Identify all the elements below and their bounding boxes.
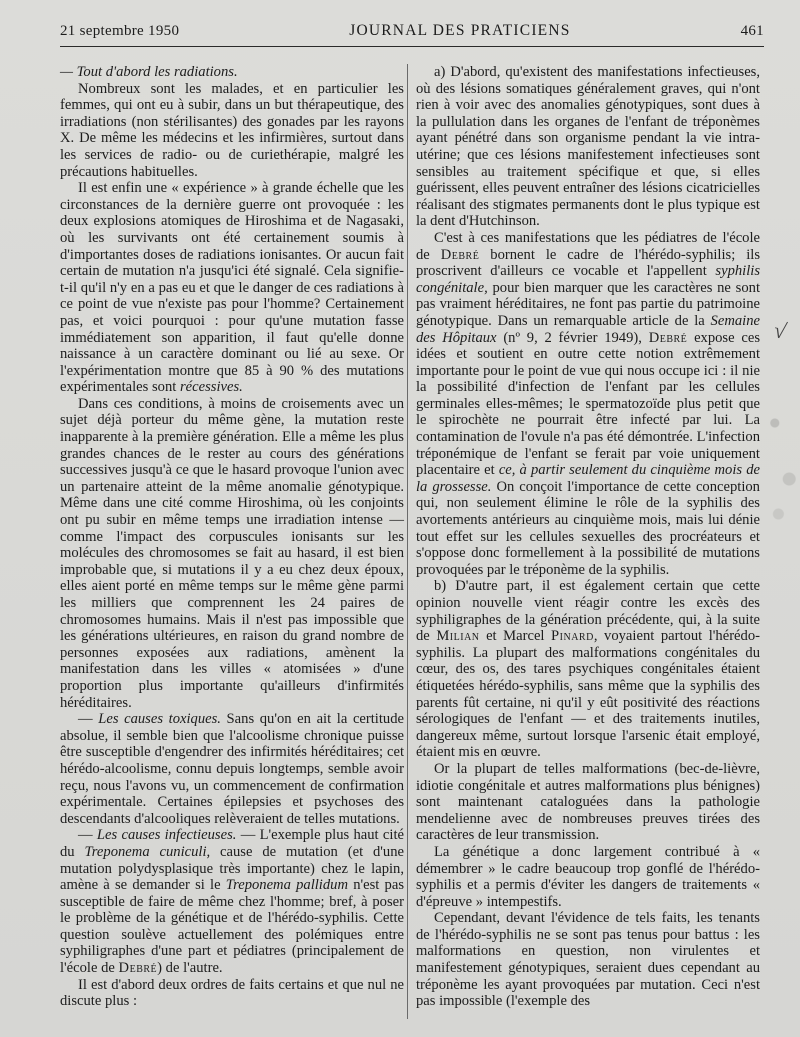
paper-stain: [764, 395, 800, 535]
paragraph-a: a) D'abord, qu'existent des manifestations infectieuses, où des lésions somatiques généralement graves, qui n'ont rien à voir avec des anomalies génotypiques, sont dues à la pullulation dans les organes de l'enfant de tréponèmes ayant pénétré dans son organisme pendant la vie intra-utérine; que ces lésions manifestement infectieuses sont sensibles au traitement spécifique et que, si elles guérissent, elles peuvent entraîner des lésions cicatricielles réalisant des stigmates permanents dont le plus typique est la dent d'Hutchinson.: [416, 64, 760, 230]
paragraph: Cependant, devant l'évidence de tels faits, les tenants de l'hérédo-syphilis ne se sont pas tenus pour battus : les malformations en question, non virulentes et manifestement génotypiques, seraient dues cependant au tréponème les ayant provoquées par mutation. Ceci n'est pas impossible (l'exemple des: [416, 910, 760, 1010]
paragraph: La génétique a donc largement contribué à « démembrer » le cadre beaucoup trop gonflé de l'hérédo-syphilis et a permis d'éviter les dangers de traitements « d'épreuve » intempestifs.: [416, 843, 760, 910]
column-divider: [407, 64, 408, 1019]
section-heading-radiations: — Tout d'abord les radiations.: [60, 64, 238, 80]
paragraph: Il est enfin une « expérience » à grande échelle que les circonstances de la dernière guerre ont provoquée : les deux explosions atomiques de Hiroshima et de Nagasaki, où les survivants ont été certainement soumis à d'importantes doses de radiations ionisantes. Or aucun fait certain de mutation n'a jusqu'ici été signalé. Cela signifie-t-il qu'il n'y en a pas eu et que le danger de ces radiations à ce point de vue n'existe pas pour l'homme? Certainement pas, et voici pourquoi : pour qu'une mutation fasse immédiatement son apparition, il faut qu'elle donne naissance à un caractère dominant ou lié au sexe. Or l'expérimentation montre que 85 à 90 % des mutations expérimentales sont récessives.: [60, 180, 404, 396]
paragraph: Il est d'abord deux ordres de faits certains et que nul ne discute plus :: [60, 976, 404, 1010]
paragraph-toxic-causes: — Les causes toxiques. Sans qu'on en ait la certitude absolue, il semble bien que l'alcoolisme chronique puisse être susceptible d'engendrer des infirmités héréditaires; cet hérédo-alcoolisme, connu depuis longtemps, semble avoir reçu, nous l'avons vu, un commencement de confirmation expérimentale. Certaines épilepsies et psychoses des descendants d'alcooliques relèveraient de telles mutations.: [60, 711, 404, 827]
running-header: [60, 22, 764, 46]
paragraph: C'est à ces manifestations que les pédiatres de l'école de Debré bornent le cadre de l'hérédo-syphilis; ils proscrivent d'ailleurs ce vocable et l'appellent syphilis congénitale, pour bien marquer que les caractères ne sont pas vraiment héréditaires, ne font pas partie du patrimoine génotypique. Dans un remarquable article de la Semaine des Hôpitaux (nº 9, 2 février 1949), Debré expose ces idées et soutient en outre cette notion extrêmement importante pour le point de vue qui nous occupe ici : il nie la possibilité d'infection de l'enfant par les cellules germinales elles-mêmes; le spermatozoïde plus petit que le spirochète ne pourrait être infecté par lui. La contamination de l'ovule n'a pas été démontrée. L'infection tréponémique de l'enfant se ferait par voie uniquement placentaire et ce, à partir seulement du cinquième mois de la grossesse. On conçoit l'importance de cette conception qui, non seulement élimine le rôle de la syphilis des avortements antérieurs au cinquième mois, mais lui dénie tout effet sur les cellules sexuelles des procréateurs et s'oppose donc formellement à la possibilité de mutations provoquées par le tréponème de la syphilis.: [416, 229, 760, 578]
paragraph: Or la plupart de telles malformations (bec-de-lièvre, idiotie congénitale et autres malformations plus bénignes) sont maintenant cataloguées dans la pathologie mendelienne avec de nombreuses preuves tirées des caractères de leur transmission.: [416, 760, 760, 844]
left-column: [60, 64, 404, 1010]
header-rule: [60, 46, 764, 47]
header-date: 21 septembre 1950: [60, 23, 180, 39]
paragraph-b: b) D'autre part, il est également certain que cette opinion nouvelle vient réagir contre les excès des syphiligraphes de la génération précédente, qui, à la suite de Milian et Marcel Pinard, voyaient partout l'hérédo-syphilis. La plupart des malformations congénitales du cœur, des os, des tares psychiques congénitales étaient étiquetées hérédo-syphilis, sans même que la syphilis des parents fût certaine, ni qu'il y eût positivité des réactions sérologiques de l'enfant — et des traitements inutiles, dangereux même, surtout lorsque l'arsenic était employé, étaient mis en œuvre.: [416, 578, 760, 761]
paragraph: Dans ces conditions, à moins de croisements avec un sujet déjà porteur du même gène, la mutation reste inapparente à la première génération. Elle a même les plus grandes chances de le rester au cours des générations successives jusqu'à ce que le hasard provoque l'union avec un partenaire atteint de la même anomalie génotypique. Même dans une cité comme Hiroshima, où les conjoints ont pu subir en même temps une irradiation intense — comme l'impact des corpuscules ionisants sur les molécules des chromosomes se fait au hasard, il est bien improbable que, si mutations il y a eu chez deux époux, elles aient porté en même temps sur le même gène parmi les milliers que comprennent les 24 paires de chromosomes humains. Mais il n'est pas impossible que les générations ultérieures, en raison du grand nombre de personnes exposées aux radiations, amènent la manifestation dans les villes « atomisées » d'une proportion plus importante qu'ailleurs d'infirmités héréditaires.: [60, 395, 404, 711]
paragraph: Nombreux sont les malades, et en particulier les femmes, qui ont eu à subir, dans un but thérapeutique, des irradiations (non stérilisantes) des gonades par les rayons X. De même les médecins et les infirmières, surtout dans les services de radio- ou de curiethérapie, malgré les précautions habituelles.: [60, 80, 404, 180]
paragraph-infectious-causes: — Les causes infectieuses. — L'exemple plus haut cité du Treponema cuniculi, cause de mutation (et d'une mutation polydysplasique très importante) chez le lapin, amène à se demander si le Treponema pallidum n'est pas susceptible de faire de même chez l'homme; bref, à poser le problème de la génétique et de l'hérédo-syphilis. Cette question soulève actuellement des polémiques entre syphiligraphes d'une part et pédiatres (principalement de l'école de Debré) de l'autre.: [60, 827, 405, 977]
journal-title: JOURNAL DES PRATICIENS: [349, 22, 571, 39]
right-column: [416, 64, 760, 1010]
pencil-check-mark: √: [771, 317, 789, 344]
page-number: 461: [740, 23, 764, 39]
